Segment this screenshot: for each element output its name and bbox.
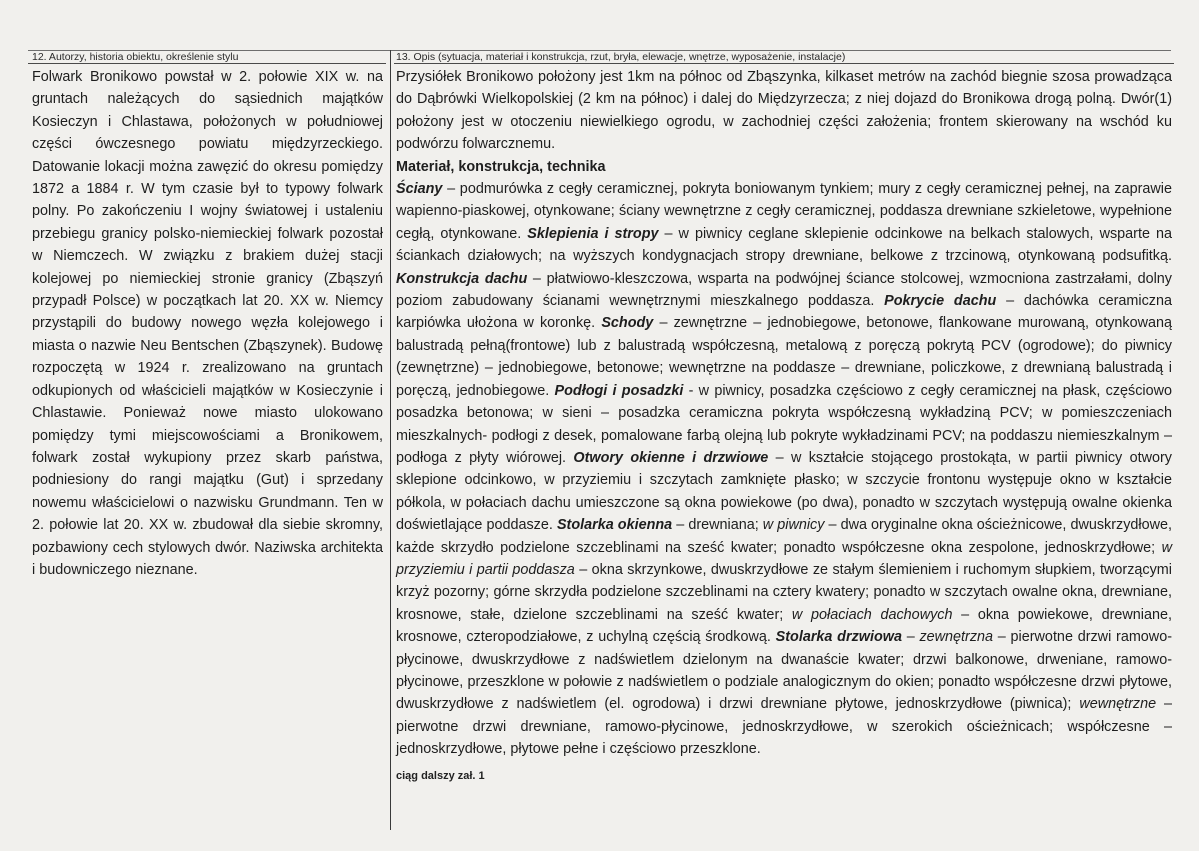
location-paragraph: Przysiółek Bronikowo położony jest 1km na północ od Zbąszynka, kilkaset metrów na zachód biegnie szosa prowadząca do Dąbrówki Wielkopolskiej (2 km na północ) i dalej do Międzyrzecza; z niej dojazd do Bronikowa drogą polną. Dwór(1) położony jest w otoczeniu niewielkiego ogrodu, w zachodniej części założenia; frontem skierowany na wschód ku podwórzu folwarcznemu. [396,69,1172,153]
floors-text: - w piwnicy, posadzka częściowo z cegły ceramicznej na płask, częściowo posadzka betonowa; w sieni – posadzka ceramiczna pokryta współczesną wykładziną PCV; w pomieszczeniach mieszkalnych- podłogi z desek, pomalowane farbą olejną lub pokryte wykładzinami PCV; na poddaszu niemieszkalnym – podłoga z płyty wiórowej. [396,382,1172,466]
term-door-joinery: Stolarka drzwiowa [775,629,902,646]
external-doors-text: – pierwotne drzwi ramowo-płycinowe, dwuskrzydłowe z nadświetlem dzielonym na dwanaście kwater; drzwi balkonowe, drweniane, ramowo-płycinowe, przeszklone w połowie z nadświetlem o podziale analogicznym do okien; ponadto współczesne drzwi płytowe, dwuskrzydłowe z nadświetlem (el. ogrodowa) i drzwi drewniane płytowe, jednoskrzydłowe (piwnica); [396,629,1172,713]
field-12-underline [28,63,386,64]
basement-windows-text: – dwa oryginalne okna ościeżnicowe, dwuskrzydłowe, każde skrzydło podzielone szczeblinami na sześć kwater; ponadto współczesne okna zespolone, jednoskrzydłowe; [396,517,1173,556]
field-13-underline [394,63,1174,64]
term-window-joinery: Stolarka okienna [556,517,673,534]
materials-heading: Materiał, konstrukcja, technika [396,158,606,175]
term-vaults-ceilings: Sklepienia i stropy [527,225,659,242]
field-12-header: 12. Autorzy, historia obiektu, określenie stylu [32,51,239,63]
subterm-external: zewnętrzna [919,629,994,646]
description-column [396,66,1172,761]
history-text: Folwark Bronikowo powstał w 2. połowie XIX w. na gruntach należących do sąsiednich majątków Kosieczyn i Chlastawa, położonych w południowej części ówczesnego powiatu międzyrzeckiego. Datowanie lokacji można zawęzić do okresu pomiędzy 1872 a 1884 r. W tym czasie był to typowy folwark polny. Po zakończeniu I wojny światowej i ustaleniu przebiegu granicy polsko-niemieckiej folwark pozostał w Niemczech. W związku z brakiem dużej stacji kolejowej po niemieckiej stronie granicy (Zbąszyń przypadł Polsce) w początkach lat 20. XX w. Niemcy przystąpili do budowy nowego węzła kolejowego i miasta o nazwie Neu Bentschen (Zbąszynek). Budowę rozpoczętą w 1924 r. zrealizowano na gruntach odkupionych od właścicieli majątków w Kosieczynie i Chlastawie. Ponieważ nowe miasto ulokowano pomiędzy tymi miejscowościami a Bronikowem, folwark został wykupiony przez skarb państwa, podniesiony do rangi majątku (Gut) i sprzedany nowemu właścicielowi o nazwisku Grundmann. Ten w 2. połowie lat 20. XX w. zbudował dla siebie skromny, pozbawiony cech stylowych dwór. Naziwska architekta i budowniczego nieznane. [32,69,383,578]
walls-text: – podmurówka z cegły ceramicznej, pokryta boniowanym tynkiem; mury z cegły ceramicznej pełnej, na zaprawie wapienno-piaskowej, otynkowane; ściany wewnętrzne z cegły ceramicznej, poddasza drewniane szkieletowe, wypełnione cegłą, otynkowane. [396,181,1172,242]
column-divider [390,50,391,830]
field-13-header: 13. Opis (sytuacja, materiał i konstrukcja, rzut, bryła, elewacje, wnętrze, wyposażenie, instalacje) [396,51,846,63]
term-floors: Podłogi i posadzki [554,382,684,399]
term-walls: Ściany [396,181,443,198]
internal-doors-text: – pierwotne drzwi drewniane, ramowo-płycinowe, jednoskrzydłowe, w szerokich ościeżnicach; współczesne – jednoskrzydłowe, płytowe pełne i częściowo przeszklone. [396,696,1172,758]
vaults-text: – w piwnicy ceglane sklepienie odcinkowe na belkach stalowych, wsparte na ściankach działowych; na wyższych kondygnacjach stropy drewniane, belkowe z trzcinową, otynkowaną podsufitką. [396,225,1172,265]
door-joinery-dash: – [901,629,920,646]
roof-slope-windows-text: – okna powiekowe, drewniane, krosnowe, czteropodziałowe, z uchylną częścią środkową. [396,606,1173,646]
roof-covering-text: – dachówka ceramiczna karpiówka ułożona w koronkę. [396,293,1172,332]
subterm-basement: w piwnicy [762,517,825,534]
subterm-internal: wewnętrzne [1079,696,1157,713]
term-stairs: Schody [601,315,654,332]
term-openings: Otwory okienne i drzwiowe [573,449,769,466]
openings-text: – w kształcie stojącego prostokąta, w partii piwnicy otwory sklepione odcinkowo, w przyziemiu i szczytach zamknięte płasko; w szczycie frontonu występuje okno w kształcie półkola, w połaciach dachu umieszczone są okna powiekowe (po dwa), ponadto w szczytach występują owalne okienka doświetlające poddasze. [396,449,1172,534]
continued-note: ciąg dalszy zał. 1 [396,770,485,782]
ground-attic-windows-text: – okna skrzynkowe, dwuskrzydłowe ze stałym ślemieniem i ruchomym słupkiem, tworzącymi krzyż pozorny; górne skrzydła podzielone szczeblinami na cztery kwatery; ponadto w szczytach owalne okna, drewniane, krosnowe, stałe, dzielone szczeblinami na sześć kwater; [396,561,1172,623]
roof-structure-text: – płatwiowo-kleszczowa, wsparta na podwójnej ściance stolcowej, wzmocniona zastrzałami, dolny poziom zabudowany ścianami wewnętrznymi mieszkalnego poddasza. [396,270,1172,310]
materials-paragraph [396,178,1172,761]
term-roof-covering: Pokrycie dachu [884,293,997,310]
subterm-ground-attic: w przyziemiu i partii poddasza [396,539,1172,578]
subterm-roof-slopes: w połaciach dachowych [791,606,953,623]
stairs-text: – zewnętrzne – jednobiegowe, betonowe, flankowane murowaną, otynkowaną balustradą pełną(frontowe) lub z balustradą współczesną, metalową z poręczą pokrytą PCV (ogrodowe); do piwnicy (zewnętrzne) – jednobiegowe, betonowe; wewnętrzne na poddasze – drewniane, policzkowe, z drewnianą balustradą i poręczą, jednobiegowe. [396,315,1172,399]
history-column [32,66,383,581]
window-joinery-text: – drewniana; [672,517,763,534]
term-roof-structure: Konstrukcja dachu [396,270,528,287]
